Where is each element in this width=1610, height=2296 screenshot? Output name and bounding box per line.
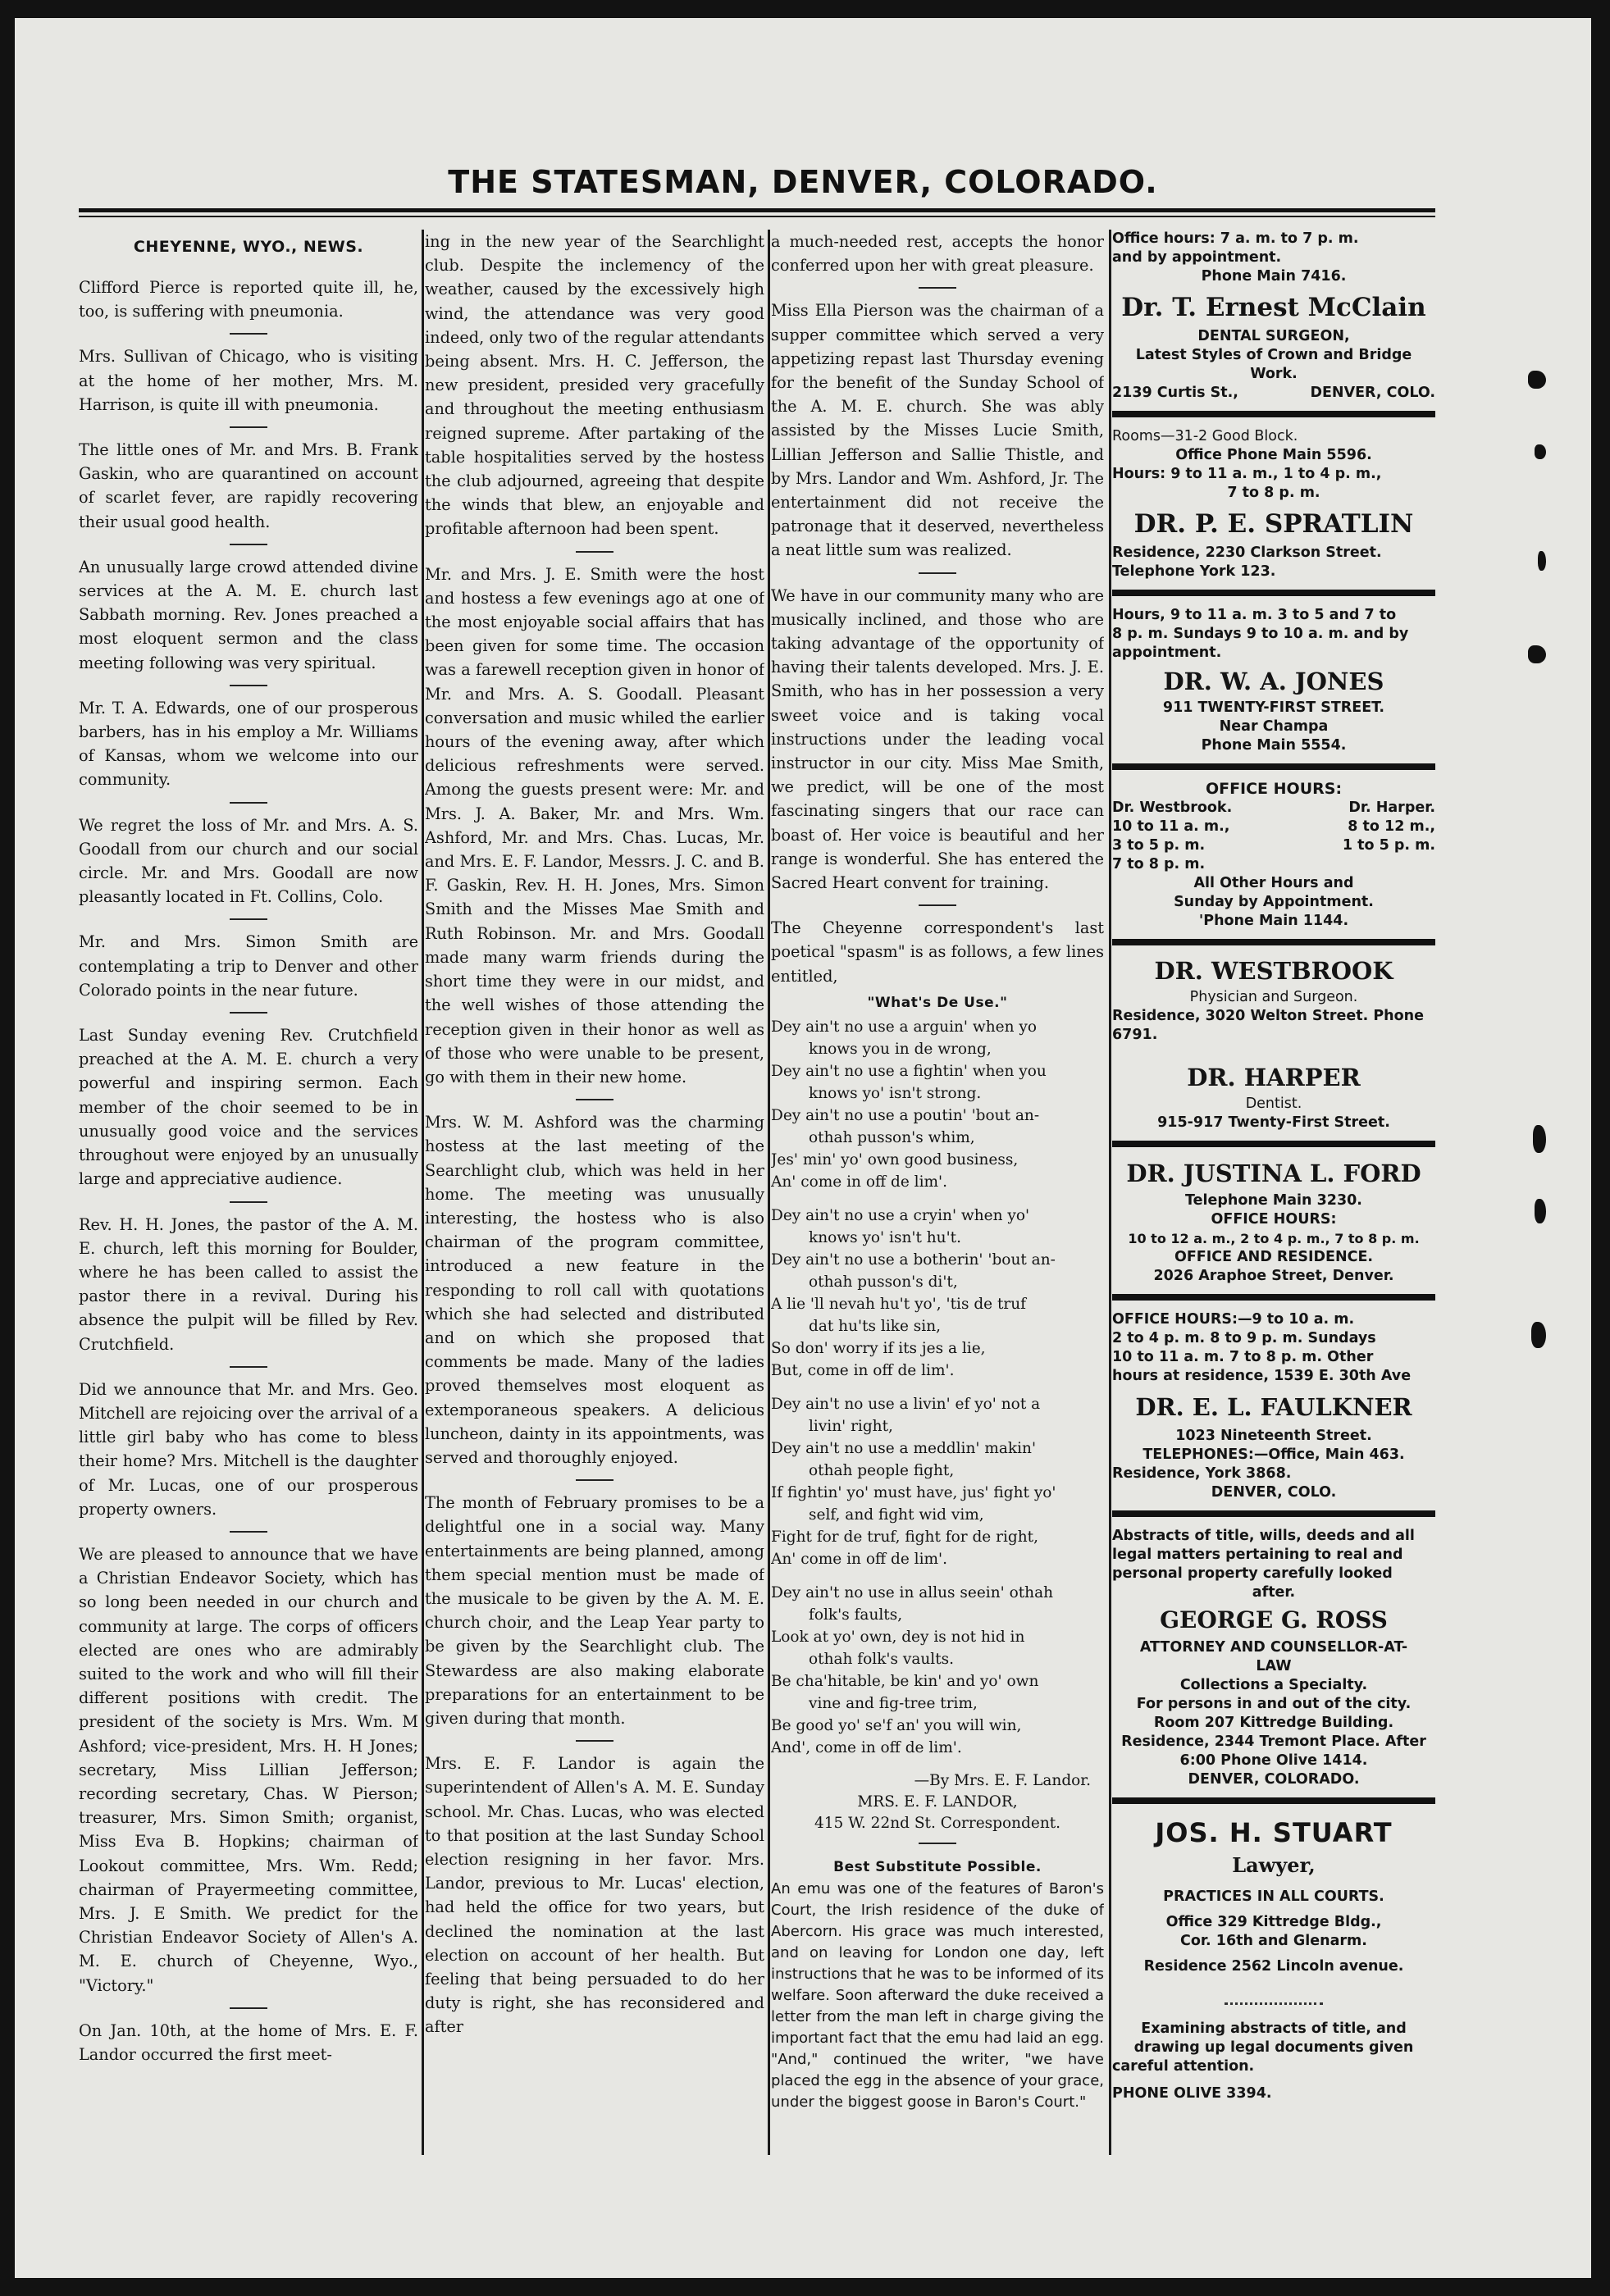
ad-line: For persons in and out of the city. (1136, 1696, 1412, 1712)
poem-line: Fight for de truf, fight for de right, (771, 1528, 1038, 1546)
separator (576, 1479, 613, 1481)
poem-line: Look at yo' own, dey is not hid in (771, 1628, 1025, 1646)
ad-line: DENVER, COLO. (1211, 1484, 1337, 1501)
separator (919, 904, 956, 906)
poem-line: Be good yo' se'f an' you will win, (771, 1716, 1022, 1734)
poem-line: othah folk's vaults. (809, 1650, 955, 1668)
poem-line: knows yo' isn't strong. (809, 1084, 982, 1102)
separator (230, 1012, 267, 1014)
ad-line: legal matters pertaining to real and (1112, 1547, 1403, 1563)
ad-jones (1112, 606, 1435, 755)
news-item: Mrs. E. F. Landor is again the superintendent of Allen's A. M. E. Sunday school. Mr. Chas. Lucas, who was elected to that position at the last Sunday School election resigning in her favor. Mrs. Landor, previous to Mr. Lucas' election, had held the office for two years, but declined the nomination at the last election on account of her health. But feeling that being persuaded to do her duty is right, she has reconsidered and after (425, 1754, 764, 2037)
ad-line: Latest Styles of Crown and Bridge (1135, 347, 1412, 363)
ad-hours-table (1112, 799, 1435, 874)
ad-line: 2 to 4 p. m. 8 to 9 p. m. Sundays (1112, 1330, 1376, 1346)
column-rule-2 (768, 230, 770, 2155)
ad-line: Residence, 2230 Clarkson Street. (1112, 544, 1382, 561)
ad-line: and by appointment. (1112, 249, 1282, 266)
separator (230, 544, 267, 545)
ad-line: Dr. Harper. (1348, 800, 1435, 816)
ad-rule (1112, 1141, 1435, 1147)
separator (230, 802, 267, 804)
ad-line: 2026 Araphoe Street, Denver. (1153, 1268, 1394, 1284)
ad-line: 10 to 12 a. m., 2 to 4 p. m., 7 to 8 p. m. (1128, 1231, 1420, 1246)
ad-line: Residence, 2344 Tremont Place. After (1121, 1733, 1426, 1750)
poem-line: Dey ain't no use a arguin' when yo (771, 1018, 1037, 1036)
separator (230, 426, 267, 428)
ad-hours-right (1343, 799, 1435, 874)
separator (919, 1843, 956, 1844)
ad-line: 911 TWENTY-FIRST STREET. (1162, 699, 1385, 716)
poem-line: livin' right, (809, 1417, 893, 1435)
ad-line: personal property carefully looked (1112, 1565, 1393, 1582)
ad-name: DR. E. L. FAULKNER (1135, 1393, 1412, 1421)
separator (230, 685, 267, 686)
column-1 (79, 230, 418, 2088)
ad-name: DR. WESTBROOK (1154, 957, 1393, 985)
news-item: We are pleased to announce that we have a Christian Endeavor Society, which has so long been needed in our church and community at large. The corps of officers elected are ones who are admirably suited to the work and who will fill their different positions with credit. The president of the society is Mrs. Wm. M Ashford; vice-president, Mrs. H. H Jones; secretary, Miss Lillian Jefferson; recording secretary, Chas. W Pierson; treasurer, Mrs. Simon Smith; organist, Miss Eva B. Hopkins; chairman of Lookout committee, Mrs. Wm. Redd; chairman of Prayermeeting committee, Mrs. J. E Smith. We predict for the Christian Endeavor Society of Allen's A. M. E. church of Cheyenne, Wyo., "Victory." (79, 1544, 418, 1995)
poem-line: folk's faults, (809, 1606, 903, 1624)
ad-line: Hours, 9 to 11 a. m. 3 to 5 and 7 to (1112, 607, 1397, 623)
separator (230, 1201, 267, 1203)
ad-line: Residence, 3020 Welton Street. Phone (1112, 1008, 1424, 1024)
poem-line: Dey ain't no use a botherin' 'bout an- (771, 1250, 1056, 1269)
masthead: THE STATESMAN, DENVER, COLORADO. (448, 164, 1158, 200)
poem-line: Be cha'hitable, be kin' and yo' own (771, 1672, 1039, 1690)
separator (576, 551, 613, 553)
ad-line: DENVER, COLORADO. (1188, 1771, 1360, 1788)
ad-line: LAW (1256, 1658, 1292, 1674)
separator (230, 2007, 267, 2009)
ad-line: 7 to 8 p. m. (1112, 856, 1206, 872)
ad-line: Office Phone Main 5596. (1175, 447, 1372, 463)
ad-line: ATTORNEY AND COUNSELLOR-AT- (1139, 1639, 1408, 1656)
cheyenne-news-heading: CHEYENNE, WYO., NEWS. (133, 238, 364, 256)
news-item: Mrs. W. M. Ashford was the charming hostess at the last meeting of the Searchlight club, which was held in her home. The meeting was unusually interesting, the hostess who is also chairman of the program committee, introduced a new feature in the responding to roll call with quotations which she had selected and distributed and on which she proposed that comments be made. Many of the ladies proved themselves most eloquent as extemporaneous speakers. A delicious luncheon, dainty in its appointments, was served and thoroughly enjoyed. (425, 1113, 764, 1467)
column-4-ads (1112, 230, 1435, 2108)
ad-line: 8 to 12 m., (1348, 818, 1435, 835)
ad-rule (1112, 590, 1435, 596)
poem-line: Jes' min' yo' own good business, (771, 1150, 1019, 1168)
news-item: An unusually large crowd attended divine services at the A. M. E. church last Sabbath morning. Rev. Jones preached a most eloquent sermon and the class meeting following was very spiritual. (79, 557, 418, 672)
ad-faulkner (1112, 1310, 1435, 1502)
ad-line: OFFICE HOURS: (1211, 1211, 1337, 1228)
ad-line: Phone Main 5554. (1201, 737, 1347, 754)
ad-line: OFFICE HOURS:—9 to 10 a. m. (1112, 1311, 1355, 1328)
poem-line: vine and fig-tree trim, (809, 1694, 978, 1712)
poem-line: knows you in de wrong, (809, 1040, 992, 1058)
ad-rule (1112, 1051, 1435, 1054)
ad-line: PRACTICES IN ALL COURTS. (1163, 1888, 1384, 1905)
ad-name: DR. HARPER (1187, 1064, 1361, 1091)
news-item: a much-needed rest, accepts the honor conferred upon her with great pleasure. (771, 232, 1104, 276)
ad-ross (1112, 1527, 1435, 1789)
poem-line: Dey ain't no use a livin' ef yo' not a (771, 1395, 1041, 1413)
separator (919, 287, 956, 289)
ad-line: Sunday by Appointment. (1174, 894, 1374, 910)
ad-rule (1112, 1294, 1435, 1301)
separator (230, 918, 267, 920)
poem-stanza (771, 1393, 1104, 1570)
news-item: Miss Ella Pierson was the chairman of a supper committee which served a very appetizing repast last Thursday evening for the benefit of the Sunday School of the A. M. E. church. She was ably assisted by the Misses Lucie Smith, Lillian Jefferson and Sallie Thistle, and by Mrs. Landor and Wm. Ashford, Jr. The entertainment did not receive the patronage that it deserved, nevertheless a neat little sum was realized. (771, 301, 1104, 560)
poem-line: othah pusson's whim, (809, 1128, 975, 1146)
ad-hours-left (1112, 799, 1232, 874)
news-item: Did we announce that Mr. and Mrs. Geo. Mitchell are rejoicing over the arrival of a little girl baby who has come to bless their home? Mrs. Mitchell is the daughter of Mr. Lucas, one of our prosperous property owners. (79, 1379, 418, 1519)
poem-stanza (771, 1582, 1104, 1759)
poem-stanza (771, 1205, 1104, 1382)
ad-city: DENVER, COLO. (1310, 385, 1435, 401)
ad-line: careful attention. (1112, 2058, 1255, 2075)
poem-line: An' come in off de lim'. (771, 1550, 947, 1568)
news-item: Mr. T. A. Edwards, one of our prosperous barbers, has in his employ a Mr. Williams of Kansas, whom we welcome into our community. (79, 698, 418, 790)
poem-line: Dey ain't no use a meddlin' makin' (771, 1439, 1037, 1457)
ad-phone: PHONE OLIVE 3394. (1112, 2085, 1272, 2102)
ad-stuart (1112, 1814, 1435, 2103)
ad-spratlin (1112, 427, 1435, 581)
poem-line: If fightin' yo' must have, jus' fight yo' (771, 1483, 1056, 1501)
ad-line: 10 to 11 a. m., (1112, 818, 1230, 835)
ad-name: Dr. T. Ernest McClain (1121, 293, 1426, 322)
ad-line: Phone Main 7416. (1201, 268, 1347, 285)
ad-line: Near Champa (1219, 718, 1329, 735)
ad-line: Office hours: 7 a. m. to 7 p. m. (1112, 230, 1359, 247)
ad-subtitle: Lawyer, (1232, 1853, 1316, 1877)
ink-speck (1531, 1322, 1546, 1348)
separator (230, 1531, 267, 1533)
news-item: Mr. and Mrs. J. E. Smith were the host and hostess a few evenings ago at one of the most enjoyable social affairs that has been given for some time. The occasion was a farewell reception given in honor of Mr. and Mrs. A. S. Goodall. Pleasant conversation and music whiled the earlier hours of the evening away, after which delicious refreshments were served. Among the guests present were: Mr. and Mrs. J. A. Baker, Mr. and Mrs. Wm. Ashford, Mr. and Mrs. Chas. Lucas, Mr. and Mrs. E. F. Landor, Messrs. J. C. and B. F. Gaskin, Rev. H. H. Jones, Mrs. Simon Smith and the Misses Mae Smith and Ruth Robinson. Mr. and Mrs. Goodall made many warm friends during the short time they were in our midst, and the well wishes of those attending the reception given in their honor as well as of those who were unable to be present, go with them in their new home. (425, 564, 764, 1086)
poem-line: othah pusson's di't, (809, 1273, 958, 1291)
ad-rule (1112, 1797, 1435, 1804)
ad-name: DR. P. E. SPRATLIN (1133, 509, 1414, 539)
ad-line: 915-917 Twenty-First Street. (1157, 1114, 1390, 1131)
ink-speck (1535, 1199, 1546, 1223)
masthead-rule (79, 208, 1435, 212)
ad-name: DR. JUSTINA L. FORD (1126, 1159, 1421, 1187)
poem-line: othah people fight, (809, 1461, 955, 1479)
ad-westbrook (1112, 955, 1435, 1045)
ad-line: 10 to 11 a. m. 7 to 8 p. m. Other (1112, 1349, 1374, 1365)
poem-line: Dey ain't no use in allus seein' othah (771, 1583, 1054, 1601)
ad-line: Hours: 9 to 11 a. m., 1 to 4 p. m., (1112, 466, 1382, 482)
ad-line: Room 207 Kittredge Building. (1153, 1715, 1394, 1731)
poem-line: And', come in off de lim'. (771, 1738, 962, 1756)
ad-line: appointment. (1112, 645, 1222, 661)
ad-line: Collections a Specialty. (1179, 1677, 1368, 1693)
substitute-heading: Best Substitute Possible. (833, 1858, 1042, 1875)
ad-line: Residence, York 3868. (1112, 1465, 1292, 1482)
ad-rule (1112, 411, 1435, 417)
ad-address: 2139 Curtis St., (1112, 385, 1238, 401)
ad-line: Office 329 Kittredge Bldg., (1165, 1914, 1382, 1930)
ad-line: Telephone Main 3230. (1185, 1192, 1362, 1209)
poem-line: knows yo' isn't hu't. (809, 1228, 961, 1246)
ad-line: Residence 2562 Lincoln avenue. (1143, 1958, 1404, 1975)
ink-speck (1533, 1125, 1546, 1153)
ad-line: 6791. (1112, 1027, 1158, 1043)
ad-line: Work. (1250, 366, 1298, 382)
poem (771, 1016, 1104, 1759)
ad-line: Physician and Surgeon. (1189, 989, 1358, 1005)
news-item: We have in our community many who are musically inclined, and those who are taking advantage of the opportunity of having their talents developed. Mrs. J. E. Smith, who has in her possession a very sweet voice and is taking vocal instructions under the leading vocal instructor in our city. Miss Mae Smith, we predict, will be one of the most fascinating singers that our race can boast of. Her voice is beautiful and her range is wonderful. She has entered the Sacred Heart convent for training. (771, 585, 1104, 893)
poem-line: So don' worry if its jes a lie, (771, 1339, 986, 1357)
news-item: Mrs. Sullivan of Chicago, who is visiting at the home of her mother, Mrs. M. Harrison, is quite ill with pneumonia. (79, 347, 418, 414)
ad-line: DENTAL SURGEON, (1197, 328, 1350, 344)
poem-line: Dey ain't no use a fightin' when you (771, 1062, 1047, 1080)
ad-rule (1112, 939, 1435, 945)
poem-line: An' come in off de lim'. (771, 1173, 947, 1191)
news-item: Clifford Pierce is reported quite ill, he, too, is suffering with pneumonia. (79, 278, 418, 321)
separator (919, 572, 956, 574)
column-2 (425, 230, 764, 2061)
ad-name: DR. W. A. JONES (1163, 667, 1384, 695)
ink-speck (1538, 551, 1546, 571)
ad-line: drawing up legal documents given (1133, 2039, 1414, 2056)
separator (230, 1366, 267, 1368)
ad-line: 'Phone Main 1144. (1198, 913, 1349, 929)
ad-line: Dr. Westbrook. (1112, 800, 1233, 816)
poem-signature (771, 1770, 1104, 1834)
separator (576, 1740, 613, 1742)
ad-line: All Other Hours and (1193, 875, 1354, 891)
news-item: The month of February promises to be a delightful one in a social way. Many entertainments are being planned, among them special mention must be made of the musicale to be given by the A. M. E. church choir, and the Leap Year party to be given by the Searchlight club. The Stewardess are also making elaborate preparations for an entertainment to be given during that month. (425, 1493, 764, 1728)
signature-line: MRS. E. F. LANDOR, (857, 1793, 1018, 1811)
ad-line: 6:00 Phone Olive 1414. (1179, 1752, 1368, 1769)
ad-line: 1 to 5 p. m. (1342, 837, 1435, 854)
masthead-rule-thin (79, 216, 1435, 217)
news-item: Last Sunday evening Rev. Crutchfield preached at the A. M. E. church a very powerful and inspiring sermon. Each member of the choir seemed to be in unusually good voice and the services throughout were enjoyed by an unusually large and appreciative audience. (79, 1026, 418, 1189)
ad-office-hours (1112, 780, 1435, 931)
separator (230, 333, 267, 335)
news-item: An emu was one of the features of Baron's Court, the Irish residence of the duke of Abercorn. His grace was much interested, and on leaving for London one day, left instructions that he was to be informed of its welfare. Soon afterward the duke received a letter from the man left in charge giving the important fact that the emu had laid an egg. "And," continued the writer, "we have placed the egg in the absence of your grace, under the biggest goose in Baron's Court." (771, 1879, 1104, 2111)
ad-line: Dentist. (1245, 1096, 1302, 1112)
ink-speck (1528, 371, 1546, 389)
ad-title: OFFICE HOURS: (1205, 780, 1343, 798)
column-rule-1 (422, 230, 424, 2155)
ad-line: 8 p. m. Sundays 9 to 10 a. m. and by (1112, 626, 1409, 642)
ad-line: OFFICE AND RESIDENCE. (1174, 1249, 1374, 1265)
newspaper-page (15, 18, 1591, 2278)
ornament (1225, 1991, 1323, 2005)
news-item: The little ones of Mr. and Mrs. B. Frank Gaskin, who are quarantined on account of scarlet fever, are rapidly recovering their usual good health. (79, 440, 418, 531)
news-item: The Cheyenne correspondent's last poetical "spasm" is as follows, a few lines entitled, (771, 918, 1104, 986)
poem-line: dat hu'ts like sin, (809, 1317, 941, 1335)
poem-stanza (771, 1016, 1104, 1193)
ad-ford (1112, 1157, 1435, 1286)
news-item: We regret the loss of Mr. and Mrs. A. S. Goodall from our church and our social circle. Mr. and Mrs. Goodall are now pleasantly located in Ft. Collins, Colo. (79, 815, 418, 907)
ad-line: 7 to 8 p. m. (1227, 485, 1320, 501)
column-rule-3 (1109, 230, 1111, 2155)
news-item: On Jan. 10th, at the home of Mrs. E. F. Landor occurred the first meet- (79, 2020, 418, 2064)
ink-speck (1528, 645, 1546, 663)
news-item: ing in the new year of the Searchlight club. Despite the inclemency of the weather, caused by the excessively high wind, the attendance was very good indeed, only two of the regular attendants being absent. Mrs. H. C. Jefferson, the new president, presided very gracefully and throughout the meeting enthusiasm reigned supreme. After partaking of the table hospitalities served by the hostess the club adjourned, agreeing that despite the winds that blew, an enjoyable and profitable afternoon had been spent. (425, 232, 764, 539)
poem-line: Dey ain't no use a poutin' 'bout an- (771, 1106, 1040, 1124)
signature-line: 415 W. 22nd St. Correspondent. (814, 1814, 1061, 1832)
poem-line: A lie 'll nevah hu't yo', 'tis de truf (771, 1295, 1027, 1313)
ad-harper (1112, 1062, 1435, 1132)
signature-line: —By Mrs. E. F. Landor. (914, 1771, 1091, 1789)
ad-line: hours at residence, 1539 E. 30th Ave (1112, 1368, 1412, 1384)
ad-name: JOS. H. STUART (1155, 1817, 1393, 1848)
ad-line: Examining abstracts of title, and (1141, 2020, 1407, 2037)
news-item: Rev. H. H. Jones, the pastor of the A. M. E. church, left this morning for Boulder, where he has been called to assist the pastor there in a revival. During his absence the pulpit will be filled by Rev. Crutchfield. (79, 1214, 418, 1354)
ad-rule (1112, 763, 1435, 770)
ad-line: Telephone York 123. (1112, 563, 1276, 580)
ad-line: 3 to 5 p. m. (1112, 837, 1206, 854)
ad-mcclain (1112, 230, 1435, 403)
column-3 (771, 230, 1104, 2134)
ad-line: after. (1252, 1584, 1296, 1601)
ad-line: TELEPHONES:—Office, Main 463. (1143, 1446, 1405, 1463)
poem-line: self, and fight wid vim, (809, 1506, 984, 1524)
ink-speck (1535, 444, 1546, 459)
ad-line: Cor. 16th and Glenarm. (1180, 1933, 1367, 1949)
ad-name: GEORGE G. ROSS (1160, 1606, 1388, 1633)
ad-line: 1023 Nineteenth Street. (1175, 1428, 1372, 1444)
poem-line: Dey ain't no use a cryin' when yo' (771, 1206, 1030, 1224)
poem-title: "What's De Use." (867, 994, 1008, 1011)
ad-rule (1112, 1510, 1435, 1517)
poem-line: But, come in off de lim'. (771, 1361, 955, 1379)
news-item: Mr. and Mrs. Simon Smith are contemplating a trip to Denver and other Colorado points in the near future. (79, 932, 418, 1000)
ad-line: Abstracts of title, wills, deeds and all (1112, 1528, 1415, 1544)
ad-line: Rooms—31-2 Good Block. (1112, 428, 1298, 444)
ad-address-row (1112, 384, 1435, 403)
separator (576, 1099, 613, 1100)
